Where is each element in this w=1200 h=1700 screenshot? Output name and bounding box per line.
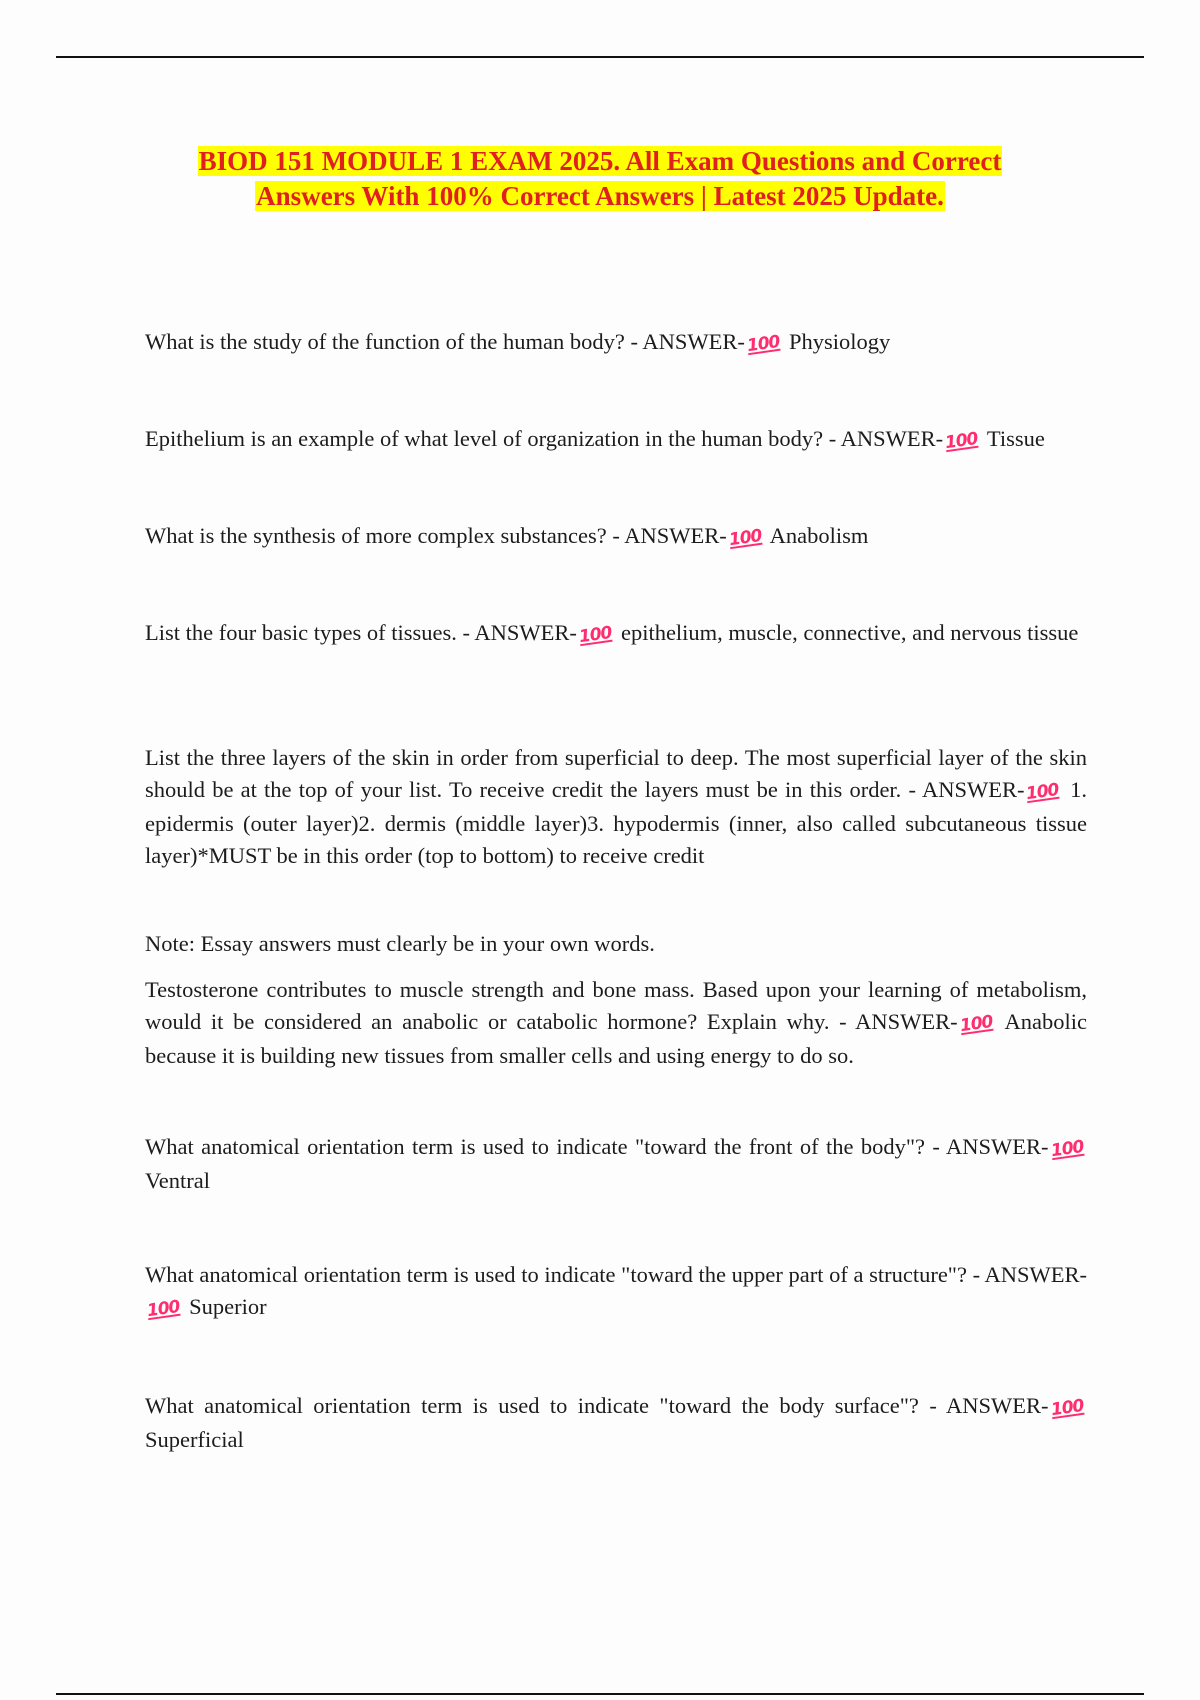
answer-text: Superficial (145, 1427, 244, 1452)
answer-marker: - ANSWER- (839, 1009, 958, 1034)
title-line-2: Answers With 100% Correct Answers | Latest 2025 Update. (256, 181, 944, 211)
qa-item-9 (145, 1390, 1087, 1456)
hundred-points-icon: 100 (1049, 1395, 1085, 1421)
answer-marker: - ANSWER- (908, 777, 1025, 802)
hundred-points-icon: 100 (958, 1011, 994, 1037)
answer-text: Tissue (986, 426, 1045, 451)
question-text: What anatomical orientation term is used to indicate "toward the front of the body"? (145, 1134, 926, 1159)
question-text: What anatomical orientation term is used to indicate "toward the body surface"? (145, 1393, 919, 1418)
answer-marker: - ANSWER- (612, 523, 727, 548)
footer-rule (56, 1693, 1144, 1695)
hundred-points-icon: 100 (577, 622, 613, 648)
answer-marker: - ANSWER- (630, 329, 745, 354)
answer-marker: - ANSWER- (929, 1393, 1049, 1418)
essay-note (145, 928, 1087, 960)
hundred-points-icon: 100 (1049, 1136, 1085, 1162)
hundred-points-icon: 100 (727, 525, 763, 551)
answer-text: Anabolism (769, 523, 869, 548)
answer-text: epithelium, muscle, connective, and nervous tissue (620, 620, 1079, 645)
question-text: What anatomical orientation term is used to indicate "toward the upper part of a structure"? (145, 1262, 967, 1287)
document-title (140, 144, 1060, 214)
qa-item-3 (145, 520, 1087, 554)
question-text: Epithelium is an example of what level of organization in the human body? (145, 426, 824, 451)
hundred-points-icon: 100 (1025, 779, 1061, 805)
note-text: Note: Essay answers must clearly be in your own words. (145, 931, 655, 956)
answer-text: Anabolic because it is building new tissues from smaller cells and using energy to do so. (145, 1009, 1088, 1068)
answer-text: Superior (189, 1294, 267, 1319)
hundred-points-icon: 100 (943, 428, 979, 454)
qa-item-5 (145, 742, 1087, 872)
question-text: What is the synthesis of more complex substances? (145, 523, 607, 548)
qa-item-8 (145, 1259, 1087, 1325)
answer-text: Ventral (145, 1168, 210, 1193)
qa-item-7 (145, 1131, 1087, 1197)
title-line-1: BIOD 151 MODULE 1 EXAM 2025. All Exam Questions and Correct (198, 146, 1002, 176)
qa-item-2 (145, 423, 1087, 457)
answer-marker: - ANSWER- (828, 426, 944, 451)
header-rule (56, 56, 1144, 58)
question-text: What is the study of the function of the human body? (145, 329, 625, 354)
question-text: List the three layers of the skin in order from superficial to deep. The most superficial layer of the skin should be at the top of your list. To receive credit the layers must be in this order. (145, 745, 1087, 802)
qa-item-1 (145, 326, 1087, 360)
question-text: List the four basic types of tissues. (145, 620, 457, 645)
answer-marker: - ANSWER- (462, 620, 577, 645)
answer-marker: - ANSWER- (932, 1134, 1049, 1159)
answer-text: 1. epidermis (outer layer)2. dermis (middle layer)3. hypodermis (inner, also called subcutaneous tissue layer)*MUST be in this order (top to bottom) to receive credit (145, 777, 1088, 868)
answer-text: Physiology (789, 329, 891, 354)
qa-item-4 (145, 617, 1087, 651)
question-text: Testosterone contributes to muscle strength and bone mass. Based upon your learning of metabolism, would it be considered an anabolic or catabolic hormone? Explain why. (145, 977, 1087, 1034)
hundred-points-icon: 100 (145, 1296, 181, 1322)
answer-marker: - ANSWER- (972, 1262, 1088, 1287)
hundred-points-icon: 100 (745, 331, 781, 357)
qa-item-6 (145, 974, 1087, 1072)
